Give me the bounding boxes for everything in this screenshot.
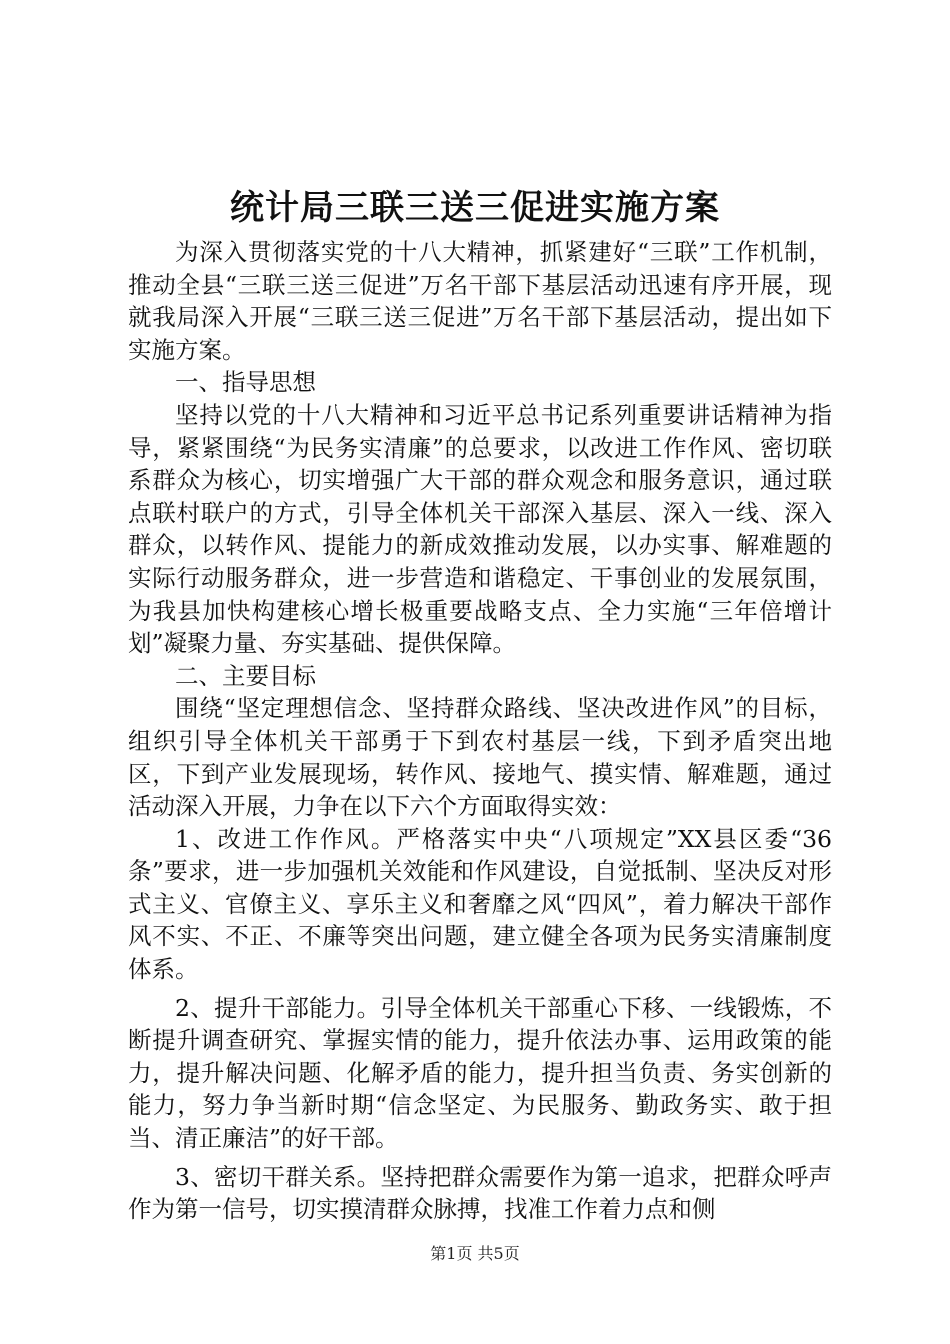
goal-item-2: 2、提升干部能力。引导全体机关干部重心下移、一线锻炼，不断提升调查研究、掌握实情的能力，提升依法办事、运用政策的能力，提升解决问题、化解矛盾的能力，提升担当负责、务实创新的能力，努力争当新时期“信念坚定、为民服务、勤政务实、敢于担当、清正廉洁”的好干部。 — [128, 993, 832, 1153]
section-heading-guiding-thought: 一、指导思想 — [175, 368, 316, 397]
document-body — [128, 236, 832, 1226]
intro-paragraph: 为深入贯彻落实党的十八大精神，抓紧建好“三联”工作机制，推动全县“三联三送三促进”万名干部下基层活动迅速有序开展，现就我局深入开展“三联三送三促进”万名干部下基层活动，提出如下实施方案。 — [128, 238, 832, 364]
page-footer: 第1页 共5页 — [430, 1244, 520, 1263]
section-heading-main-goals: 二、主要目标 — [175, 661, 316, 690]
document-title: 统计局三联三送三促进实施方案 — [230, 188, 720, 228]
section-paragraph-guiding-thought: 坚持以党的十八大精神和习近平总书记系列重要讲话精神为指导，紧紧围绕“为民务实清廉”的总要求，以改进工作作风、密切联系群众为核心，切实增强广大干部的群众观念和服务意识，通过联点联村联户的方式，引导全体机关干部深入基层、深入一线、深入群众，以转作风、提能力的新成效推动发展，以办实事、解难题的实际行动服务群众，进一步营造和谐稳定、干事创业的发展氛围，为我县加快构建核心增长极重要战略支点、全力实施“三年倍增计划”凝聚力量、夯实基础、提供保障。 — [128, 400, 832, 658]
goal-item-1: 1、改进工作作风。严格落实中央“八项规定”XX县区委“36条”要求，进一步加强机关效能和作风建设，自觉抵制、坚决反对形式主义、官僚主义、享乐主义和奢靡之风“四风”，着力解决干部作风不实、不正、不廉等突出问题，建立健全各项为民务实清廉制度体系。 — [128, 824, 832, 984]
section-paragraph-main-goals: 围绕“坚定理想信念、坚持群众路线、坚决改进作风”的目标，组织引导全体机关干部勇于下到农村基层一线，下到矛盾突出地区，下到产业发展现场，转作风、接地气、摸实情、解难题，通过活动深入开展，力争在以下六个方面取得实效： — [128, 694, 832, 821]
goal-item-3: 3、密切干群关系。坚持把群众需要作为第一追求，把群众呼声作为第一信号，切实摸清群众脉搏，找准工作着力点和侧 — [128, 1162, 832, 1224]
